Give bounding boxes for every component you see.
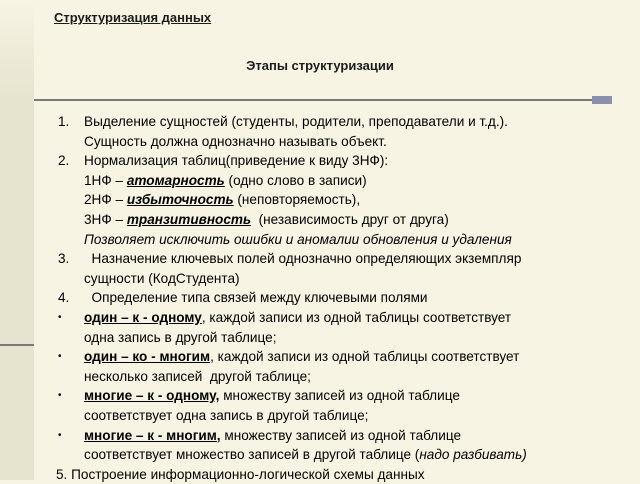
title-divider [34, 99, 612, 101]
nf-prefix: 2НФ – [84, 192, 127, 208]
relation-desc: множеству записей из одной таблице [220, 427, 462, 443]
list-item-schema: 5. Построение информационно-логической схемы данных [56, 466, 425, 482]
list-item-relations [58, 288, 628, 308]
relation-term: многие – к - одному, [84, 388, 220, 404]
list-item-normalization [58, 151, 628, 229]
item-number: 2. [58, 153, 70, 169]
nf-desc: (одно слово в записи) [224, 172, 367, 188]
item-text: Определение типа связей между ключевыми полями [84, 290, 428, 306]
nf-prefix: 1НФ – [84, 172, 127, 188]
relation-desc-cont: несколько записей другой таблице; [84, 368, 311, 384]
bullet-many-to-many [58, 426, 628, 465]
relation-term: один – к - одному [84, 309, 202, 325]
item-number: 1. [58, 114, 70, 129]
relation-desc-cont: одна запись в другой таблице; [84, 329, 277, 345]
nf-desc: (независимость друг от друга) [251, 211, 449, 227]
left-decor-rule [0, 344, 34, 346]
slide-content [58, 112, 628, 484]
slide-subtitle: Этапы структуризации [246, 58, 394, 73]
relation-desc: , каждой записи из одной таблицы соответствует [210, 349, 520, 365]
normalization-note: Позволяет исключить ошибки и аномалии обновления и удаления [84, 231, 512, 247]
relation-desc-cont: соответствует одна запись в другой таблице; [84, 407, 369, 423]
bullet-one-to-many [58, 347, 628, 386]
list-item-entities [58, 112, 628, 151]
nf-prefix: 3НФ – [84, 211, 127, 227]
nf-term: транзитивность [126, 211, 252, 227]
relation-term: многие – к - многим, [84, 427, 221, 443]
bullet-marker: • [58, 351, 62, 363]
split-note: надо разбивать) [419, 447, 527, 463]
item-text: Выделение сущностей (студенты, родители, преподаватели и т.д.). [84, 114, 508, 129]
nf2-line [84, 190, 628, 210]
slide-title: Структуризация данных [54, 10, 212, 25]
bullet-marker: • [58, 390, 62, 402]
bullet-marker: • [58, 311, 62, 323]
item-number: 4. [58, 290, 70, 306]
relation-term: один – ко - многим [84, 349, 211, 365]
nf3-line [84, 210, 628, 230]
list-item-keys [58, 249, 628, 288]
divider-accent [592, 96, 612, 104]
nf-term: избыточность [126, 192, 234, 208]
nf1-line [84, 171, 628, 191]
item-text: Нормализация таблиц(приведение к виду 3НФ): [84, 153, 389, 169]
relation-desc-cont [84, 445, 628, 465]
item-text: Сущность должна однозначно называть объект. [84, 133, 387, 149]
relation-desc: множеству записей из одной таблице [219, 388, 460, 404]
bullet-marker: • [58, 429, 62, 441]
nf-desc: (неповторяемость), [233, 192, 361, 208]
relation-desc: соответствует множество записей в другой таблице ( [84, 447, 420, 463]
item-number: 3. [58, 251, 70, 267]
bullet-many-to-one [58, 386, 628, 425]
item-text: сущности (КодСтудента) [84, 270, 240, 286]
nf-term: атомарность [126, 172, 225, 188]
relation-desc: , каждой записи из одной таблицы соответствует [201, 309, 512, 325]
bullet-one-to-one [58, 308, 628, 347]
item-text: Назначение ключевых полей однозначно определяющих экземпляр [84, 251, 522, 267]
